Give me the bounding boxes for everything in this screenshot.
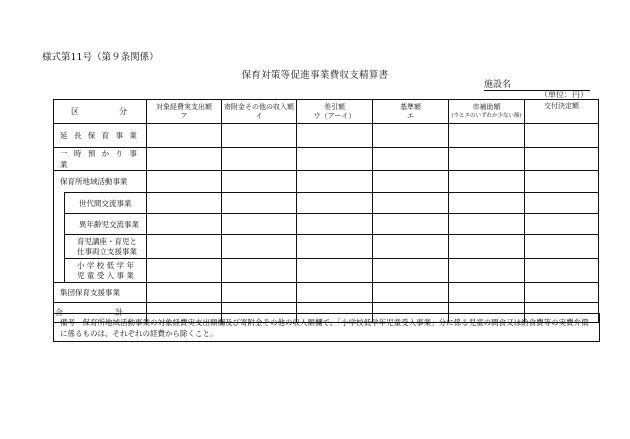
cell-temporary-actual[interactable] [147,148,222,171]
cell-lecture-donation[interactable] [222,235,297,259]
cell-group-grant[interactable] [525,283,599,303]
cell-extended-grant[interactable] [525,124,599,148]
row-label-parenting-lecture-line2: 仕事両立支援事業 [77,246,137,256]
cell-lecture-difference[interactable] [297,235,373,259]
cell-temporary-donation[interactable] [222,148,297,171]
cell-community-grant[interactable] [525,171,599,193]
header-city-subsidy-note: (ウとエのいずれか少ない額) [451,112,522,119]
row-label-different-age: 異年齢児交流事業 [65,214,147,235]
row-label-intergenerational: 世代間交流事業 [65,193,147,214]
cell-lecture-standard[interactable] [373,235,449,259]
cell-community-city[interactable] [449,171,525,193]
cell-group-standard[interactable] [373,283,449,303]
header-city-subsidy [449,100,525,124]
header-donation-income [222,100,297,124]
cell-extended-standard[interactable] [373,124,449,148]
cell-extended-city[interactable] [449,124,525,148]
cell-school-standard[interactable] [373,259,449,283]
table-row [54,259,599,283]
header-difference [297,100,373,124]
indent-spacer [54,193,65,214]
cell-lecture-city[interactable] [449,235,525,259]
row-label-school-children-line1: 小 学 校 低 学 年 [77,260,134,270]
cell-lecture-actual[interactable] [147,235,222,259]
header-donation-income-code: イ [255,111,263,120]
row-label-parenting-lecture [65,235,147,259]
indent-spacer [54,235,65,259]
header-standard-amount [373,100,449,124]
row-label-group-care: 集団保育支援事業 [54,283,147,303]
cell-intergen-actual[interactable] [147,193,222,214]
cell-community-difference[interactable] [297,171,373,193]
header-actual-expense-code: ア [180,111,188,120]
header-grant-decision: 交付決定額 [525,100,599,124]
cell-temporary-city[interactable] [449,148,525,171]
row-label-community-activity: 保育所地域活動事業 [54,171,147,193]
cell-extended-actual[interactable] [147,124,222,148]
header-standard-amount-code: エ [407,111,414,120]
row-label-school-children-line2: 児 童 受 入 事 業 [77,270,134,280]
cell-diffage-city[interactable] [449,214,525,235]
cell-group-difference[interactable] [297,283,373,303]
header-category: 区 分 [54,100,147,124]
cell-intergen-difference[interactable] [297,193,373,214]
indent-spacer [54,259,65,283]
header-donation-income-label: 寄附金その他の収入額 [224,102,294,111]
cell-school-difference[interactable] [297,259,373,283]
cell-school-actual[interactable] [147,259,222,283]
table-row [54,214,599,235]
document-title: 保育対策等促進事業費収支精算書 [241,70,389,81]
cell-intergen-standard[interactable] [373,193,449,214]
header-difference-label: 差引額 [324,102,345,111]
cell-extended-donation[interactable] [222,124,297,148]
cell-group-city[interactable] [449,283,525,303]
unit-label: （単位：円） [540,90,588,99]
cell-group-actual[interactable] [147,283,222,303]
row-label-total: 合 計 [54,303,147,323]
cell-diffage-actual[interactable] [147,214,222,235]
row-label-school-children [65,259,147,283]
cell-school-city[interactable] [449,259,525,283]
cell-diffage-standard[interactable] [373,214,449,235]
table-row [54,283,599,303]
table-row [54,235,599,259]
header-city-subsidy-label: 市補助額 [472,102,501,111]
cell-community-actual[interactable] [147,171,222,193]
cell-intergen-city[interactable] [449,193,525,214]
facility-name-label: 施設名 [484,80,512,90]
indent-spacer [54,214,65,235]
table-row [54,148,599,171]
header-row [54,100,599,124]
cell-temporary-difference[interactable] [297,148,373,171]
table-row [54,193,599,214]
cell-intergen-donation[interactable] [222,193,297,214]
cell-temporary-grant[interactable] [525,148,599,171]
table-row [54,124,599,148]
settlement-table [53,99,599,323]
form-number: 様式第11号（第９条関係） [42,52,159,63]
row-label-parenting-lecture-line1: 育児講座・育児と [77,236,137,246]
header-actual-expense-label: 対象経費実支出額 [156,102,212,111]
header-difference-code: ウ（アーイ） [313,111,356,120]
cell-diffage-difference[interactable] [297,214,373,235]
cell-school-grant[interactable] [525,259,599,283]
cell-diffage-grant[interactable] [525,214,599,235]
table-row [54,171,599,193]
cell-lecture-grant[interactable] [525,235,599,259]
remarks-note: 備考 保育所地域活動事業の対象経費実支出額欄及び寄附金その他の収入額欄で、「小学校低学年児童受入事業」分に係る児童の間食又は給食費等の実費弁償に係るものは、それぞれの経費から除くこと。 [53,313,600,342]
header-standard-amount-label: 基準額 [400,102,421,111]
header-actual-expense [147,100,222,124]
row-label-extended-care: 延 長 保 育 事 業 [54,124,147,148]
cell-community-donation[interactable] [222,171,297,193]
cell-group-donation[interactable] [222,283,297,303]
cell-community-standard[interactable] [373,171,449,193]
cell-intergen-grant[interactable] [525,193,599,214]
cell-school-donation[interactable] [222,259,297,283]
cell-temporary-standard[interactable] [373,148,449,171]
cell-diffage-donation[interactable] [222,214,297,235]
row-label-temporary-care: 一 時 預 か り 事 業 [54,148,147,171]
cell-extended-difference[interactable] [297,124,373,148]
